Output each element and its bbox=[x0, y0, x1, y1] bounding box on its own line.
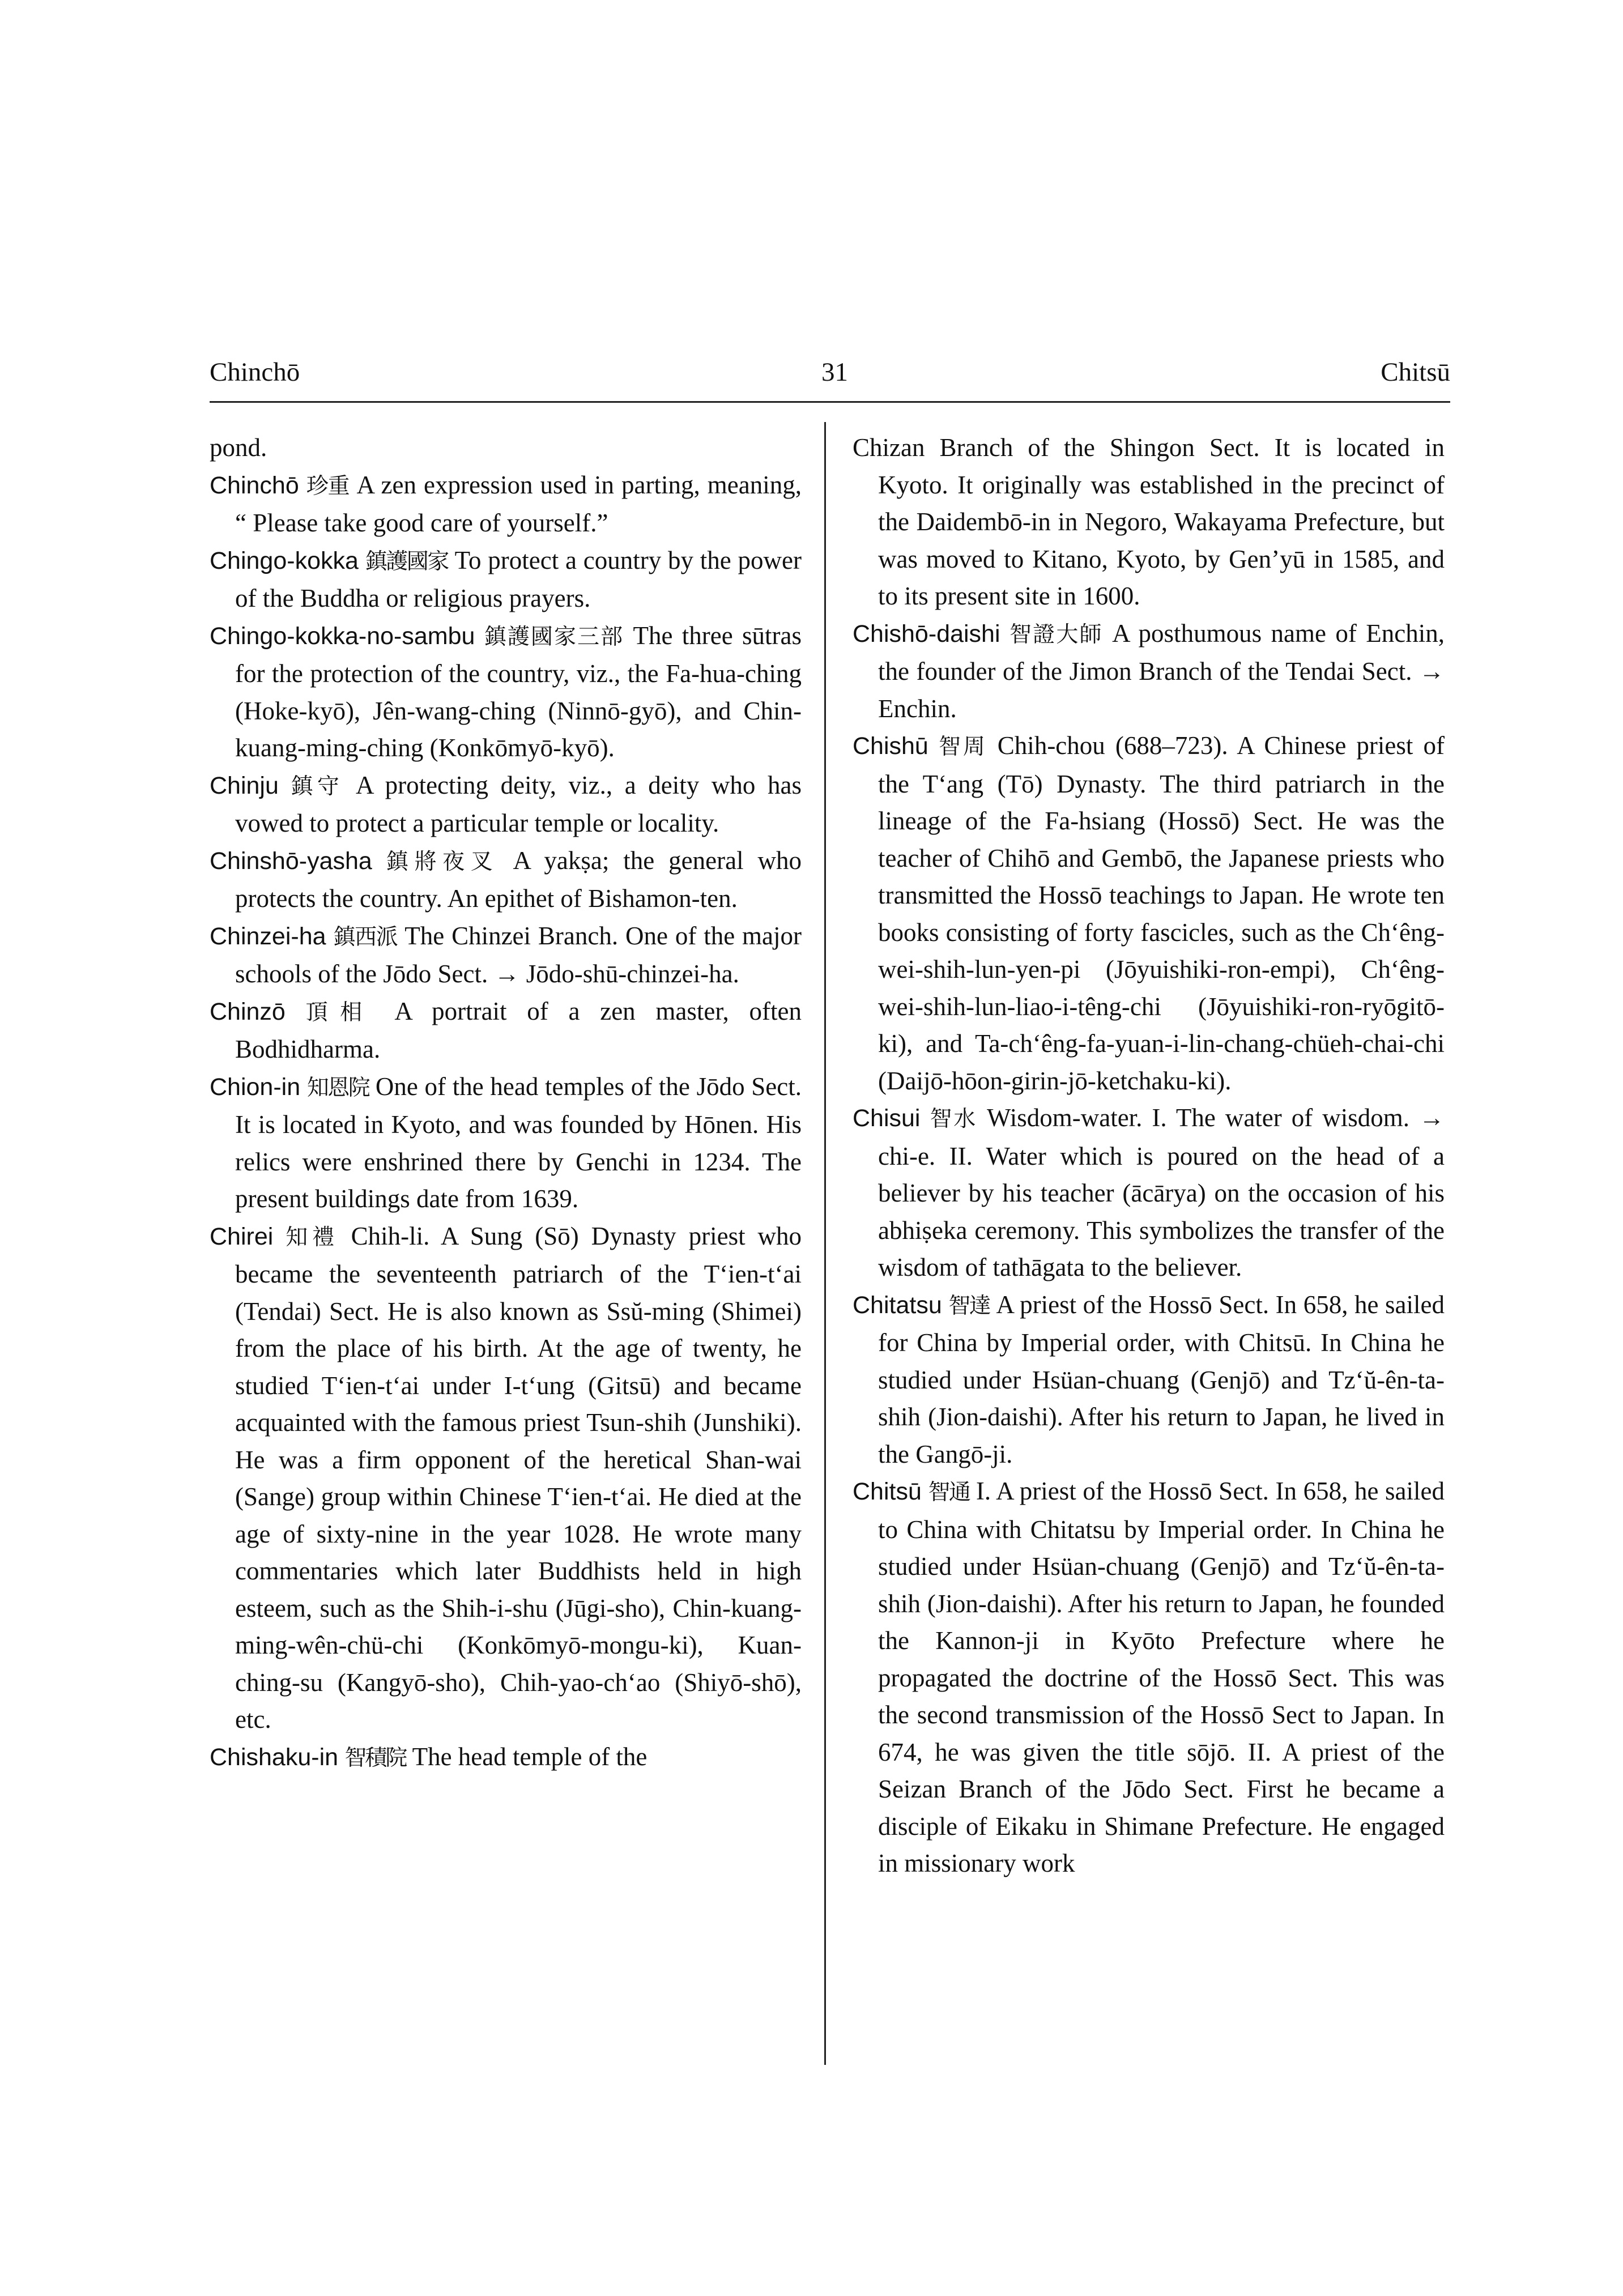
entry-headword: Chisui bbox=[853, 1105, 921, 1132]
entry-headword: Chinju bbox=[210, 772, 279, 799]
entry-headword: Chirei bbox=[210, 1222, 274, 1250]
right-running-headword: Chitsū bbox=[1381, 357, 1450, 387]
entry-headword: Chishū bbox=[853, 732, 928, 760]
entry-headword: Chishō-daishi bbox=[853, 620, 1000, 648]
entry-headword: Chion-in bbox=[210, 1073, 301, 1101]
entry-headword: Chinzei-ha bbox=[210, 922, 326, 950]
left-running-headword: Chinchō bbox=[210, 357, 300, 387]
entry-characters: 珍重 bbox=[306, 473, 350, 499]
continuation-text: Chizan Branch of the Shingon Sect. It is located in Kyoto. It originally was established in the precinct of the Daidembō-in in Negoro, Wakayama Prefecture, but was moved to Kitano, Kyoto, by Gen’yū in 1585, and to its present site in 1600. bbox=[853, 433, 1445, 610]
entry-characters: 智水 bbox=[930, 1106, 978, 1132]
entry-characters: 知恩院 bbox=[306, 1075, 369, 1101]
entry-characters: 鎮護國家 bbox=[365, 548, 448, 574]
entry-headword: Chinzō bbox=[210, 998, 286, 1025]
entry-text: The head temple of the bbox=[412, 1742, 648, 1771]
column-divider bbox=[824, 422, 826, 2065]
entry-text: A priest of the Hossō Sect. In 658, he sailed for China by Imperial order, with Chitsū. In China he studied under Hsüan-chuang (Genjō) and Tz‘ŭ-ên-ta-shih (Jion-daishi). After his return to Japan, he lived in the Gangō-ji. bbox=[878, 1290, 1445, 1468]
page-number: 31 bbox=[821, 357, 848, 387]
entry-characters: 頂相 bbox=[305, 999, 374, 1025]
dictionary-entry bbox=[210, 467, 802, 542]
dictionary-entry bbox=[210, 918, 802, 993]
entry-characters: 鎮將夜叉 bbox=[386, 849, 499, 875]
running-head bbox=[210, 357, 1450, 408]
entry-headword: Chishaku-in bbox=[210, 1743, 339, 1771]
entry-text: The Chinzei Branch. One of the major schools of the Jōdo Sect. → Jōdo-shū-chinzei-ha. bbox=[235, 921, 802, 988]
entry-text: Chih-li. A Sung (Sō) Dynasty priest who became the seventeenth patriarch of the T‘ien-t‘ai (Tendai) Sect. He is also known as Ssŭ-ming (Shimei) from the place of his birth. At the age of twenty, he studied T‘ien-t‘ai under I-t‘ung (Gitsū) and became acquainted with the famous priest Tsun-shih (Junshiki). He was a firm opponent of the heretical Shan-wai (Sange) group within Chinese T‘ien-t‘ai. He died at the age of sixty-nine in the year 1028. He wrote many commentaries which later Buddhists held in high esteem, such as the Shih-i-shu (Jūgi-sho), Chin-kuang-ming-wên-chü-chi (Konkōmyō-mongu-ki), Kuan-ching-su (Kangyō-sho), Chih-yao-ch‘ao (Shiyō-shō), etc. bbox=[235, 1221, 802, 1733]
entry-text: A posthumous name of Enchin, the founder of the Jimon Branch of the Tendai Sect. → Enchin. bbox=[878, 619, 1445, 723]
entry-text: A zen expression used in parting, meaning, “ Please take good care of yourself.” bbox=[235, 470, 802, 537]
entry-text: A yakṣa; the general who protects the country. An epithet of Bishamon-ten. bbox=[235, 846, 802, 913]
dictionary-entry bbox=[210, 993, 802, 1068]
dictionary-entry bbox=[853, 1100, 1445, 1287]
entry-headword: Chitatsu bbox=[853, 1291, 942, 1319]
dictionary-entry bbox=[853, 615, 1445, 728]
entry-text: I. A priest of the Hossō Sect. In 658, he sailed to China with Chitatsu by Imperial order. In China he studied under Hsüan-chuang (Genjō) and Tz‘ŭ-ên-ta-shih (Jion-daishi). After his return to Japan, he founded the Kannon-ji in Kyōto Prefecture where he propagated the doctrine of the Hossō Sect. This was the second transmission of the Hossō Sect to Japan. In 674, he was given the title sōjō. II. A priest of the Seizan Branch of the Jōdo Sect. First he became a disciple of Eikaku in Shimane Prefecture. He engaged in missionary work bbox=[878, 1477, 1445, 1877]
entry-characters: 知禮 bbox=[286, 1224, 339, 1250]
entry-headword: Chingo-kokka bbox=[210, 547, 359, 574]
entry-characters: 智達 bbox=[948, 1293, 990, 1319]
dictionary-entry bbox=[210, 767, 802, 842]
entry-headword: Chinchō bbox=[210, 471, 299, 499]
entry-text: To protect a country by the power of the Buddha or religious prayers. bbox=[235, 546, 802, 612]
dictionary-entry bbox=[210, 842, 802, 918]
right-column bbox=[853, 429, 1445, 1882]
dictionary-entry bbox=[210, 617, 802, 767]
dictionary-entry bbox=[210, 1068, 802, 1218]
dictionary-entry bbox=[853, 1473, 1445, 1882]
dictionary-entry bbox=[853, 1287, 1445, 1473]
entry-characters: 智積院 bbox=[344, 1745, 406, 1771]
entry-characters: 鎮守 bbox=[291, 773, 344, 799]
header-rule bbox=[210, 401, 1450, 403]
entry-characters: 智證大師 bbox=[1009, 621, 1103, 648]
continuation-text: pond. bbox=[210, 433, 267, 462]
entry-text: One of the head temples of the Jōdo Sect. It is located in Kyoto, and was founded by Hōnen. His relics were enshrined there by Genchi in 1234. The present buildings date from 1639. bbox=[235, 1072, 802, 1213]
dictionary-entry bbox=[210, 1739, 802, 1777]
entry-characters: 智周 bbox=[938, 734, 987, 760]
entry-characters: 鎮護國家三部 bbox=[484, 624, 624, 650]
entry-text: Chih-chou (688–723). A Chinese priest of the T‘ang (Tō) Dynasty. The third patriarch in the lineage of the Fa-hsiang (Hossō) Sect. He was the teacher of Chihō and Gembō, the Japanese priests who transmitted the Hossō teachings to Japan. He wrote ten books consisting of forty fascicles, such as the Ch‘êng-wei-shih-lun-yen-pi (Jōyuishiki-ron-empi), Ch‘êng-wei-shih-lun-liao-i-têng-chi (Jōyuishiki-ron-ryōgitō-ki), and Ta-ch‘êng-fa-yuan-i-lin-chang-chüeh-chai-chi (Daijō-hōon-girin-jō-ketchaku-ki). bbox=[878, 731, 1445, 1095]
entry-headword: Chinshō-yasha bbox=[210, 847, 372, 875]
dictionary-entry bbox=[210, 542, 802, 617]
entry-text: Wisdom-water. I. The water of wisdom. → chi-e. II. Water which is poured on the head of a believer by his teacher (ācārya) on the occasion of his abhiṣeka ceremony. This symbolizes the transfer of the wisdom of tathāgata to the believer. bbox=[878, 1104, 1445, 1281]
entry-text: The three sūtras for the protection of the country, viz., the Fa-hua-ching (Hoke-kyō), Jên-wang-ching (Ninnō-gyō), and Chin-kuang-ming-ching (Konkōmyō-kyō). bbox=[235, 621, 802, 762]
entry-text: A portrait of a zen master, often Bodhidharma. bbox=[235, 996, 802, 1063]
entry-characters: 鎮西派 bbox=[333, 924, 398, 950]
entry-headword: Chingo-kokka-no-sambu bbox=[210, 622, 475, 650]
left-column bbox=[210, 429, 802, 1777]
dictionary-entry bbox=[853, 727, 1445, 1100]
entry-characters: 智通 bbox=[928, 1480, 970, 1505]
dictionary-entry bbox=[210, 1218, 802, 1739]
entry-headword: Chitsū bbox=[853, 1478, 922, 1505]
entry-text: A protecting deity, viz., a deity who has vowed to protect a particular temple or locality. bbox=[235, 770, 802, 837]
